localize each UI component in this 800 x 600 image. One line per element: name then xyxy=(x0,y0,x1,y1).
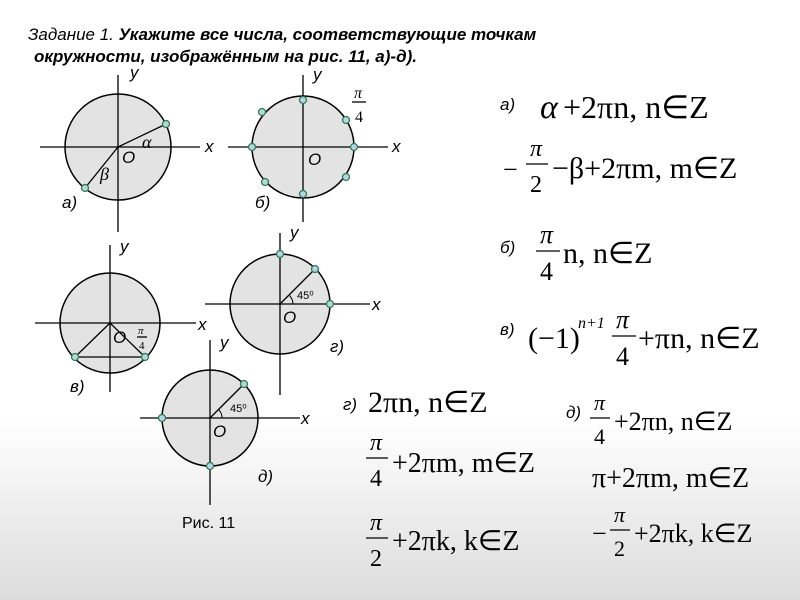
y-axis-label: у xyxy=(130,63,139,82)
answer-d-line1: +2πn, n∈Z xyxy=(614,407,733,436)
x-axis-label: х xyxy=(392,137,401,156)
answer-b-rest: n, n∈Z xyxy=(563,237,653,270)
fraction-numerator: π xyxy=(614,502,626,527)
fraction-denominator: 4 xyxy=(370,466,382,492)
answer-v-rest: +πn, n∈Z xyxy=(638,322,760,355)
fraction-numerator: π xyxy=(370,510,383,536)
circle-v xyxy=(35,237,207,396)
answer-d xyxy=(566,390,752,561)
answer-v-label: в) xyxy=(500,320,515,339)
answer-b xyxy=(500,220,652,286)
answer-a-line2: −β+2πm, m∈Z xyxy=(552,152,738,185)
answer-g-line1: 2πn, n∈Z xyxy=(368,386,488,419)
fraction-denominator: 2 xyxy=(530,172,542,198)
answer-a-alpha: α xyxy=(540,89,558,126)
answer-v-exponent: n+1 xyxy=(578,315,605,332)
circle-d xyxy=(140,333,310,505)
circle-a-label: а) xyxy=(62,193,78,212)
angle-label: 45⁰ xyxy=(297,290,314,302)
y-axis-label: у xyxy=(220,333,229,352)
answer-v xyxy=(500,305,760,371)
fraction-numerator: π xyxy=(616,305,630,334)
fraction-denominator: 4 xyxy=(594,424,605,449)
fraction-denominator: 2 xyxy=(614,536,625,561)
point xyxy=(343,174,350,181)
point xyxy=(207,463,214,470)
answer-d-label: д) xyxy=(566,403,582,422)
answer-a-line1: +2πn, n∈Z xyxy=(563,89,709,125)
fraction-denominator: 4 xyxy=(540,257,553,286)
figure-caption: Рис. 11 xyxy=(182,515,236,532)
beta-label: β xyxy=(100,164,109,184)
fraction-numerator: π xyxy=(354,85,363,102)
point-beta xyxy=(82,185,89,192)
circle-g xyxy=(205,223,381,395)
point xyxy=(159,415,166,422)
answer-a xyxy=(500,89,737,198)
point xyxy=(259,109,266,116)
answer-d-minus: − xyxy=(592,519,607,548)
fraction-denominator: 4 xyxy=(139,340,145,352)
fraction-numerator: π xyxy=(138,325,144,337)
circle-b xyxy=(228,65,401,222)
answer-v-base: (−1) xyxy=(528,322,580,355)
point xyxy=(300,191,307,198)
answer-d-line3: +2πk, k∈Z xyxy=(634,519,753,548)
point xyxy=(277,251,284,258)
answer-g-line3: +2πk, k∈Z xyxy=(392,526,520,557)
circle-b-label: б) xyxy=(255,193,271,212)
point xyxy=(351,144,358,151)
point xyxy=(262,179,269,186)
fraction-denominator: 4 xyxy=(355,109,363,126)
point xyxy=(327,301,334,308)
point xyxy=(300,97,307,104)
origin-label: О xyxy=(308,150,322,169)
point xyxy=(142,354,149,361)
circle-a xyxy=(40,63,214,232)
x-axis-label: х xyxy=(301,409,310,428)
y-axis-label: у xyxy=(313,65,322,84)
fraction-denominator: 2 xyxy=(370,546,382,572)
origin-label: О xyxy=(283,308,297,327)
x-axis-label: х xyxy=(205,137,214,156)
answer-g-line2: +2πm, m∈Z xyxy=(392,448,535,479)
circle-d-label: д) xyxy=(258,467,274,486)
task-text-line2: окружности, изображённым на рис. 11, а)-д). xyxy=(34,47,417,66)
origin-label: О xyxy=(113,328,127,347)
answer-a-minus: − xyxy=(503,155,518,184)
x-axis-label: х xyxy=(198,315,207,334)
fraction-numerator: π xyxy=(540,220,554,249)
fraction-numerator: π xyxy=(530,136,543,162)
y-axis-label: у xyxy=(120,237,129,256)
x-axis-label: х xyxy=(372,295,381,314)
answer-b-label: б) xyxy=(500,238,516,257)
circle-g-label: г) xyxy=(330,337,345,356)
task-number: Задание 1. xyxy=(28,25,114,44)
fraction-numerator: π xyxy=(594,390,606,415)
alpha-label: α xyxy=(142,132,152,152)
answer-g xyxy=(343,386,535,572)
point-alpha xyxy=(163,121,170,128)
origin-label: О xyxy=(213,422,227,441)
fraction-numerator: π xyxy=(370,430,383,456)
angle-label: 45⁰ xyxy=(230,403,247,415)
fraction-denominator: 4 xyxy=(616,342,629,371)
circle-v-label: в) xyxy=(70,377,85,396)
y-axis-label: у xyxy=(290,223,299,242)
task-text-line1: Укажите все числа, соответствующие точкам xyxy=(118,25,537,44)
point xyxy=(241,381,248,388)
answer-g-label: г) xyxy=(343,395,358,414)
point xyxy=(249,144,256,151)
origin-label: О xyxy=(122,148,136,167)
point xyxy=(343,117,350,124)
point xyxy=(312,266,319,273)
answer-a-label: а) xyxy=(500,95,516,114)
answer-d-line2: π+2πm, m∈Z xyxy=(592,463,750,494)
point xyxy=(72,354,79,361)
